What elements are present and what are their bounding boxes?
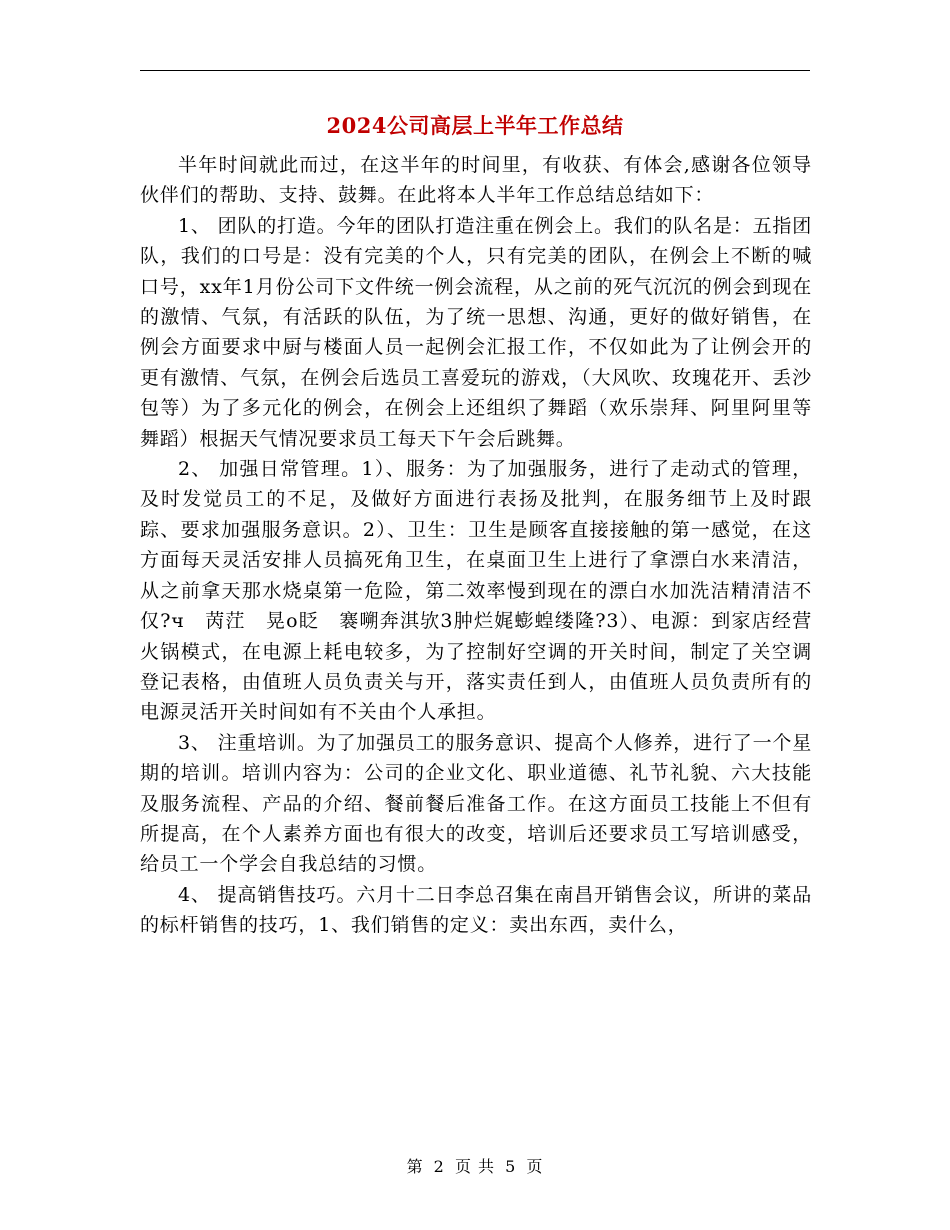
- footer-suffix: 页: [526, 1157, 544, 1176]
- page-footer: [0, 1154, 950, 1177]
- footer-total-pages: 5: [505, 1157, 517, 1176]
- paragraph-team-building: 1、 团队的打造。今年的团队打造注重在例会上。我们的队名是：五指团队，我们的口号是：没有完美的个人，只有完美的团队，在例会上不断的喊口号，xx年1月份公司下文件统一例会流程，从之前的死气沉沉的例会到现在的激情、气氛，有活跃的队伍，为了统一思想、沟通，更好的做好销售，在例会方面要求中厨与楼面人员一起例会汇报工作，不仅如此为了让例会开的更有激情、气氛，在例会后选员工喜爱玩的游戏，（大风吹、玫瑰花开、丢沙包等）为了多元化的例会，在例会上还组织了舞蹈（欢乐崇拜、阿里阿里等舞蹈）根据天气情况要求员工每天下午会后跳舞。: [140, 214, 812, 450]
- document-title: 2024公司高层上半年工作总结: [326, 113, 624, 138]
- paragraph-training: 3、 注重培训。为了加强员工的服务意识、提高个人修养，进行了一个星期的培训。培训内容为：公司的企业文化、职业道德、礼节礼貌、六大技能及服务流程、产品的介绍、餐前餐后准备工作。在这方面员工技能上不但有所提高，在个人素养方面也有很大的改变，培训后还要求员工写培训感受，给员工一个学会自我总结的习惯。: [140, 731, 812, 876]
- document-body: [140, 150, 812, 941]
- footer-page-number: 2: [433, 1157, 445, 1176]
- paragraph-sales-skills: 4、 提高销售技巧。六月十二日李总召集在南昌开销售会议，所讲的菜品的标杆销售的技巧，1、我们销售的定义：卖出东西，卖什么，: [140, 883, 812, 937]
- paragraph-intro: 半年时间就此而过，在这半年的时间里，有收获、有体会,感谢各位领导伙伴们的帮助、支持、鼓舞。在此将本人半年工作总结总结如下：: [140, 154, 812, 207]
- paragraph-daily-management: 2、 加强日常管理。1）、服务：为了加强服务，进行了走动式的管理，及时发觉员工的不足，及做好方面进行表扬及批判，在服务细节上及时跟踪、要求加强服务意识。2）、卫生：卫生是顾客直接接触的第一感觉，在这方面每天灵活安排人员搞死角卫生，在桌面卫生上进行了拿漂白水来清洁，从之前拿天那水烧桌第一危险，第二效率慢到现在的漂白水加洗洁精清洁不仅?ч 苪茳 晃ο眨 褰嗍奔淇欤3肿烂娓蟛蝗缕隆?3）、电源：到家店经营火锅模式，在电源上耗电较多，为了控制好空调的开关时间，制定了关空调登记表格，由值班人员负责关与开，落实责任到人，由值班人员负责所有的电源灵活开关时间如有不关由个人承担。: [140, 458, 812, 724]
- footer-prefix: 第: [406, 1157, 424, 1176]
- footer-middle: 页 共: [454, 1157, 496, 1176]
- header-rule: [140, 70, 810, 71]
